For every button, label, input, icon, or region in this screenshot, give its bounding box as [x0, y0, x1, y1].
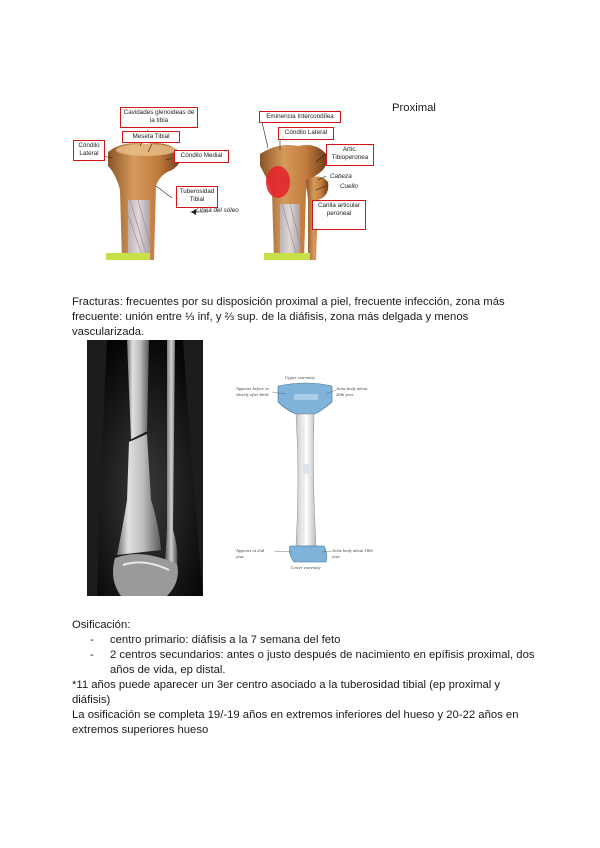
label-joins-body-18th: Joins body about 18th year: [332, 548, 373, 559]
label-linea-soleo: Línea del sóleo: [196, 207, 239, 214]
list-item-line: 2 centros secundarios: antes o justo después de nacimiento en epífisis proximal, dos: [110, 649, 535, 661]
label-appears-before-birth: Appears before or shortly after birth: [236, 386, 270, 397]
bullet-dash: -: [90, 634, 94, 646]
list-item: [72, 633, 542, 648]
osificacion-section: [72, 618, 542, 738]
label-eminencia-intercondilea: Eminencia Intercondílea: [259, 111, 341, 123]
label-condilo-lateral-left: Cóndilo Lateral: [73, 140, 105, 161]
anterior-view-tag: [106, 253, 150, 260]
label-lower-extremity: Lower extremity: [291, 565, 321, 570]
note-line: diáfisis): [72, 694, 111, 706]
label-tuberosidad-tibial: Tuberosidad Tibial: [176, 186, 218, 208]
label-cuello: Cuello: [340, 183, 358, 190]
label-condilo-lateral-right: Cóndilo Lateral: [278, 127, 334, 140]
list-item: [72, 648, 542, 678]
fracturas-line: Fracturas: frecuentes por su disposición proximal a piel, frecuente infección, zona más: [72, 296, 505, 308]
label-cavidades-glenoideas: Cavidades glenoideas de la tibia: [120, 107, 198, 128]
list-item-line: años de vida, ep distal.: [110, 664, 226, 676]
label-meseta-tibial: Meseta Tibial: [122, 131, 180, 143]
tibia-anatomy-figure: [68, 100, 368, 268]
fracturas-line: vascularizada.: [72, 326, 145, 338]
tibia-ossification-diagram: [228, 368, 386, 592]
label-appears-2nd-year: Appears at 2nd year: [236, 548, 265, 559]
fracturas-line: frecuente: unión entre ⅓ inf, y ⅔ sup. de la diáfisis, zona más delgada y menos: [72, 311, 469, 323]
note-line: La osificación se completa 19/-19 años en extremos inferiores del hueso y 20-22 años en: [72, 709, 519, 721]
tibia-fracture-xray: [87, 340, 203, 596]
posterior-view-tag: [264, 253, 310, 260]
proximal-label: Proximal: [392, 102, 436, 114]
osificacion-title: Osificación:: [72, 619, 131, 631]
label-artic-tibioperonea: Artic. Tibioperonea: [326, 144, 374, 166]
label-condilo-medial: Cóndilo Medial: [174, 150, 229, 163]
note-line: extremos superiores hueso: [72, 724, 209, 736]
bullet-dash: -: [90, 649, 94, 661]
label-joins-body-20th: Joins body about 20th year: [336, 386, 368, 397]
osificacion-list: [72, 633, 542, 678]
fracturas-paragraph: [72, 295, 542, 340]
label-cabeza: Cabeza: [330, 173, 352, 180]
xray-image: [87, 340, 203, 596]
list-item-line: centro primario: diáfisis a la 7 semana del feto: [110, 634, 341, 646]
label-upper-extremity: Upper extremity: [285, 375, 315, 380]
note-line: *11 años puede aparecer un 3er centro asociado a la tuberosidad tibial (ep proximal y: [72, 679, 501, 691]
tibia-anatomy-illustration: [68, 100, 368, 268]
label-carilla-articular-peroneal: Carilla articular peroneal: [312, 200, 366, 230]
